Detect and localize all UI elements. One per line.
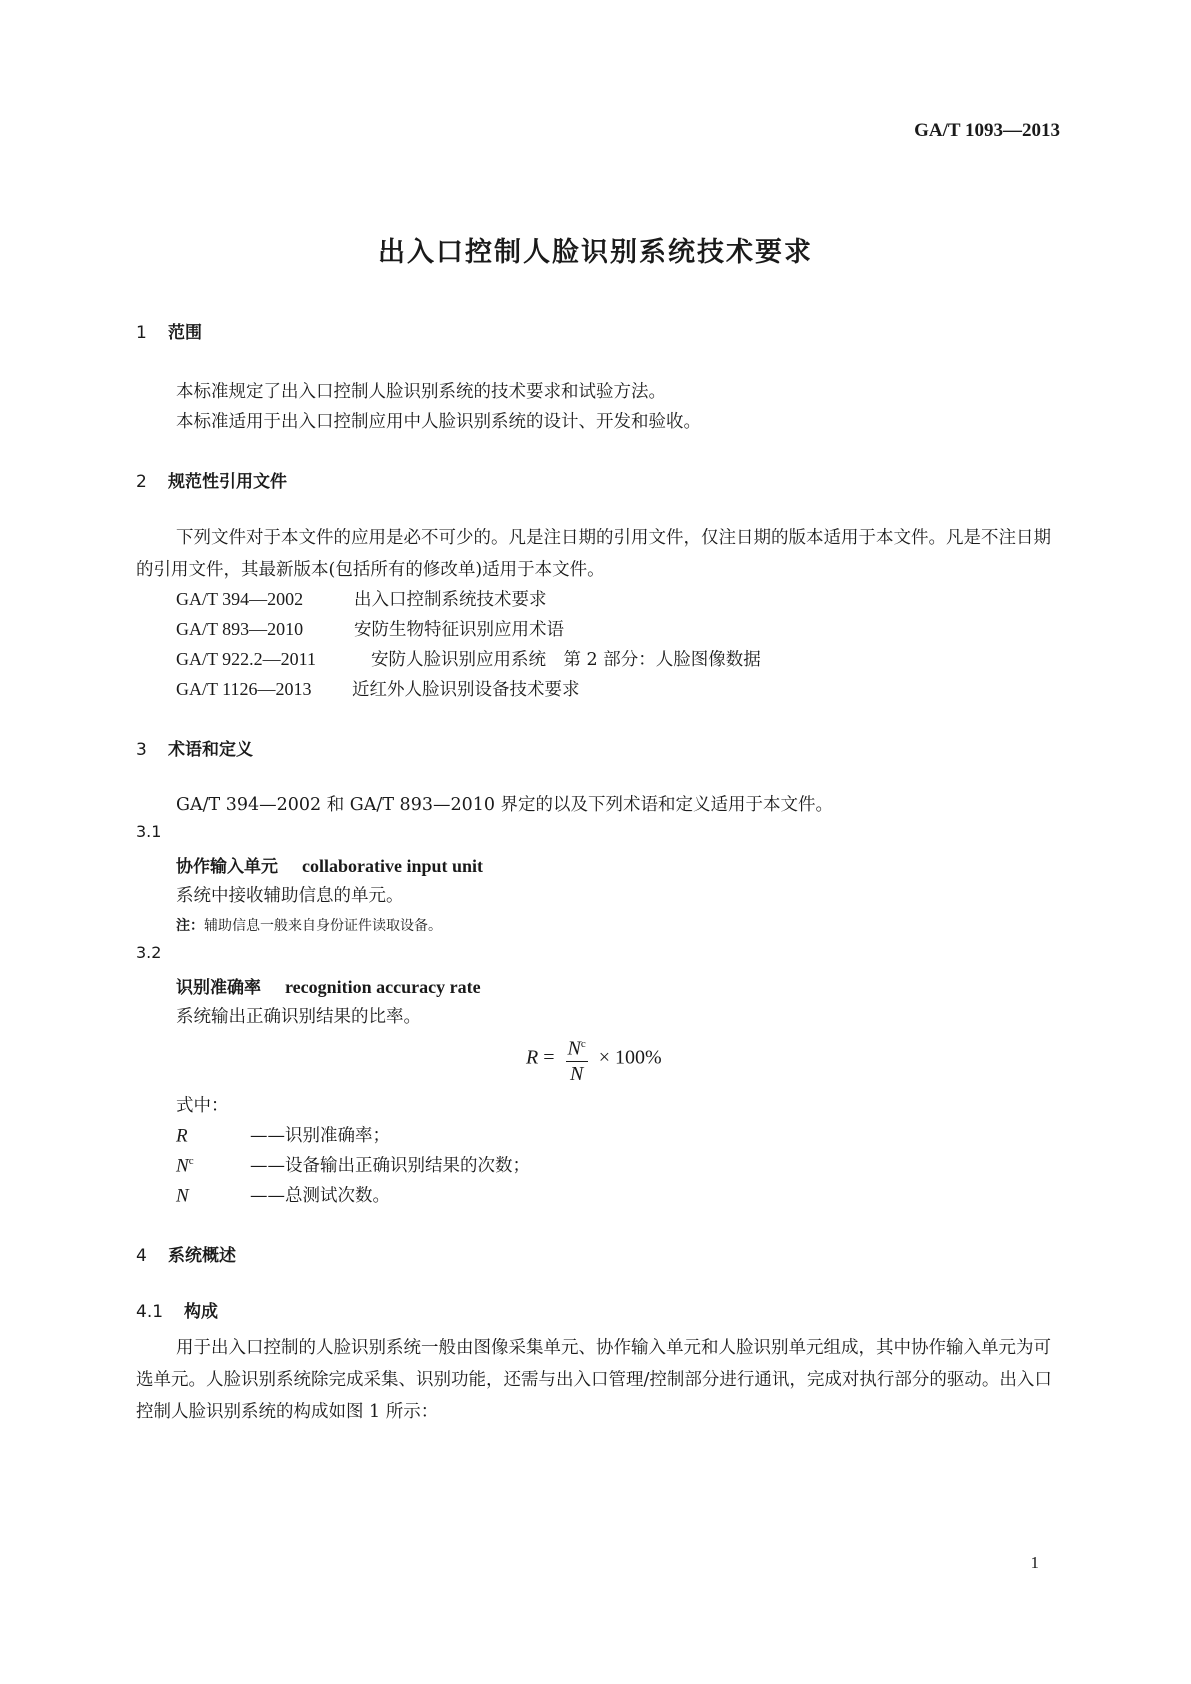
formula-lhs: R [526,1046,539,1069]
variable-description: ——设备输出正确识别结果的次数； [250,1156,530,1176]
variable-definition [176,1182,390,1207]
formula-rhs: × 100% [598,1046,662,1069]
section-2-heading [136,467,287,492]
term-number: 3.2 [136,943,162,962]
section-1-heading [136,318,202,343]
reference-code: GA/T 1126—2013 [176,679,312,699]
section-number: 2 [136,472,147,492]
variable-symbol: N [176,1185,189,1206]
reference-title: 近红外人脸识别设备技术要求 [352,680,580,700]
standard-code: GA/T 1093—2013 [914,120,1060,141]
note-text: 辅助信息一般来自身份证件读取设备。 [204,918,442,934]
variable-definition [176,1152,530,1177]
section-title: 范围 [168,323,202,343]
term-definition: 系统中接收辅助信息的单元。 [176,886,404,906]
term-definition: 系统输出正确识别结果的比率。 [176,1007,421,1027]
paragraph: GA/T 394—2002 和 GA/T 893—2010 界定的以及下列术语和定义适用于本文件。 [176,795,834,815]
paragraph: 下列文件对于本文件的应用是必不可少的。凡是注日期的引用文件，仅注日期的版本适用于本文件。凡是不注日期的引用文件，其最新版本(包括所有的修改单)适用于本文件。 [136,528,1051,580]
section-title: 规范性引用文件 [168,472,287,492]
term-number: 3.1 [136,822,162,841]
paragraph: 用于出入口控制的人脸识别系统一般由图像采集单元、协作输入单元和人脸识别单元组成，其中协作输入单元为可选单元。人脸识别系统除完成采集、识别功能，还需与出入口管理/控制部分进行通讯，完成对执行部分的驱动。出入口控制人脸识别系统的构成如图 1 所示： [136,1338,1052,1422]
variable-description: ——总测试次数。 [250,1186,390,1206]
formula-denominator: N [569,1062,584,1085]
note-label: 注： [176,918,204,934]
reference-title: 安防生物特征识别应用术语 [354,620,564,640]
reference-item [176,676,580,701]
reference-code: GA/T 922.2—2011 [176,649,317,669]
section-number: 3 [136,740,147,760]
term-heading [176,852,483,877]
section-3-heading [136,735,253,760]
variable-symbol: R [176,1125,188,1146]
formula-numerator: $N^c$ [566,1032,588,1062]
reference-item [176,616,564,641]
term-english: recognition accuracy rate [285,977,481,997]
formula [526,1032,662,1086]
section-title: 构成 [184,1302,218,1322]
page-number: 1 [1030,1553,1039,1572]
section-number: 1 [136,323,147,343]
section-title: 系统概述 [168,1246,236,1266]
term-english: collaborative input unit [302,856,484,876]
reference-title: 安防人脸识别应用系统 第 2 部分：人脸图像数据 [371,650,761,670]
reference-code: GA/T 394—2002 [176,589,304,609]
document-title: 出入口控制人脸识别系统技术要求 [378,237,813,268]
reference-title: 出入口控制系统技术要求 [354,590,547,610]
reference-item [176,586,547,611]
section-4-1-heading [136,1297,218,1322]
section-title: 术语和定义 [168,740,253,760]
paragraph: 本标准规定了出入口控制人脸识别系统的技术要求和试验方法。 [176,382,666,402]
term-chinese: 识别准确率 [176,978,261,998]
variable-definition [176,1122,390,1147]
formula-fraction [566,1032,588,1086]
term-heading [176,973,481,998]
term-chinese: 协作输入单元 [176,857,278,877]
reference-item [176,646,761,671]
formula-equals: = [543,1046,555,1069]
reference-code: GA/T 893—2010 [176,619,304,639]
variable-symbol: $N^c$ [176,1154,194,1176]
section-4-heading [136,1241,236,1266]
section-number: 4.1 [136,1302,164,1322]
variable-description: ——识别准确率； [250,1126,390,1146]
where-label: 式中： [176,1096,229,1116]
term-note [176,915,442,935]
section-number: 4 [136,1246,147,1266]
paragraph: 本标准适用于出入口控制应用中人脸识别系统的设计、开发和验收。 [176,412,701,432]
